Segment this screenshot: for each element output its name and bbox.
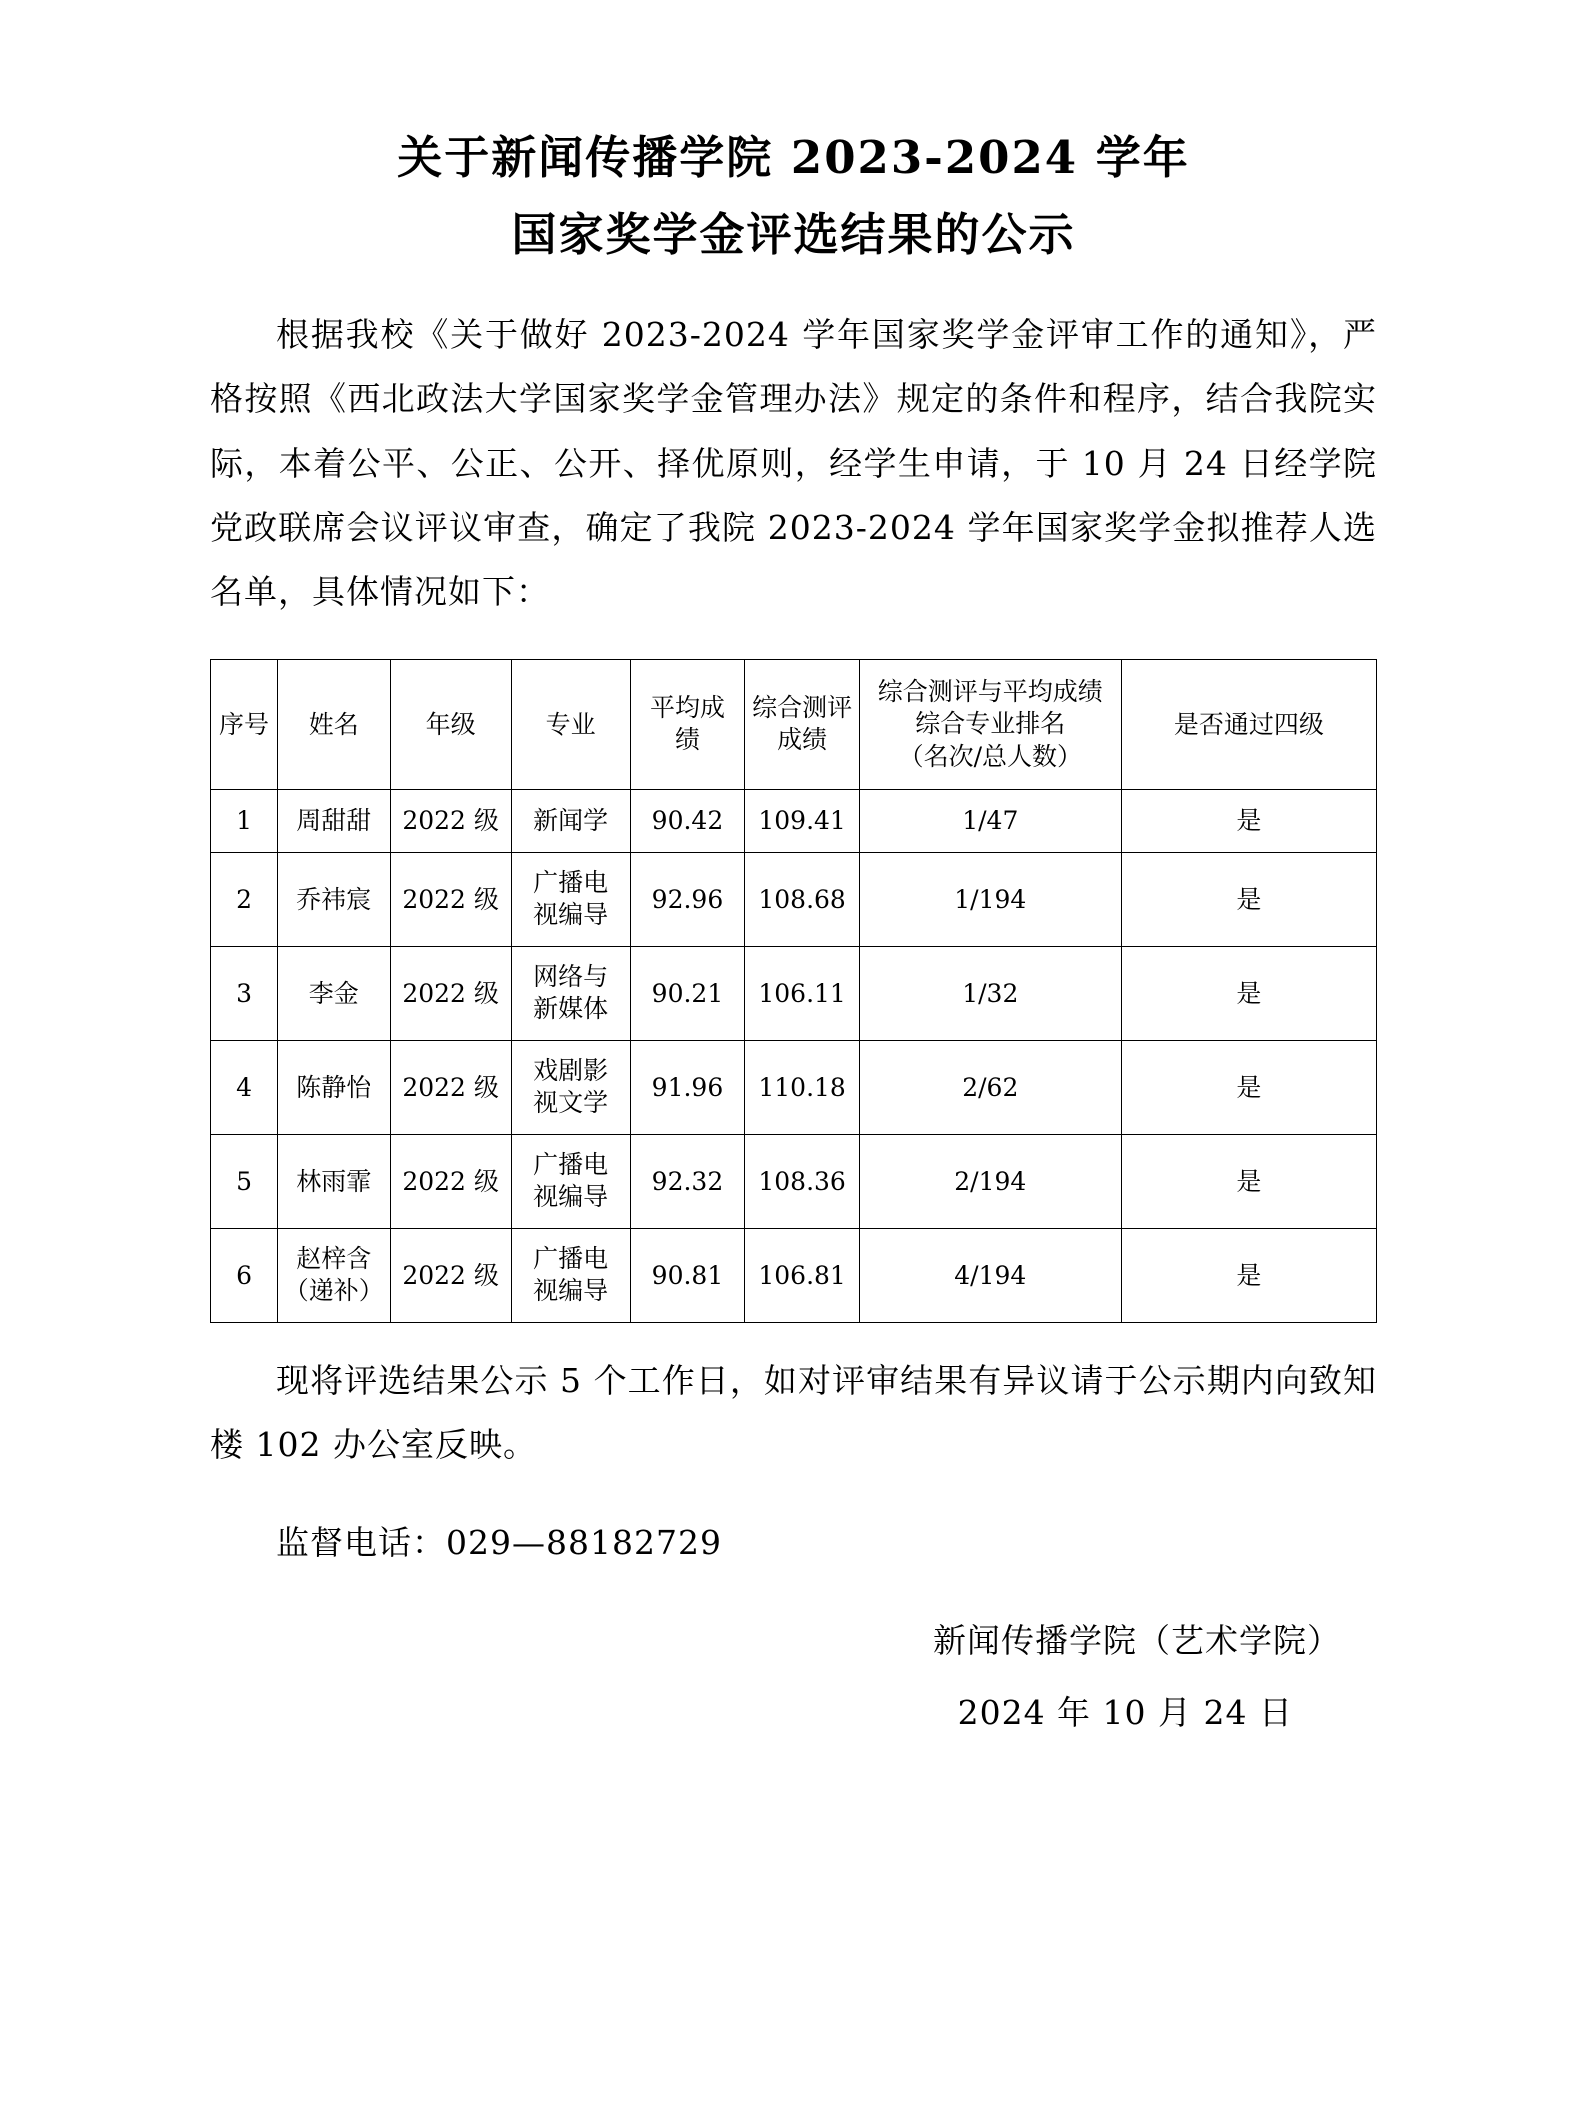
cell-cet: 是 bbox=[1121, 946, 1376, 1040]
signature-date: 2024 年 10 月 24 日 bbox=[957, 1693, 1293, 1733]
cell-major-line-2: 视编导 bbox=[533, 900, 609, 930]
page-title-line-1: 关于新闻传播学院 2023-2024 学年 bbox=[397, 131, 1190, 184]
cell-index: 5 bbox=[211, 1134, 278, 1228]
header-rank-line-2: 综合专业排名 bbox=[915, 709, 1066, 739]
header-comprehensive-line-2: 成绩 bbox=[777, 725, 828, 755]
table-row bbox=[211, 1228, 1377, 1322]
cell-name: 陈静怡 bbox=[278, 1040, 390, 1134]
cell-comprehensive: 108.36 bbox=[745, 1134, 860, 1228]
cell-rank: 2/194 bbox=[859, 1134, 1121, 1228]
cell-cet: 是 bbox=[1121, 790, 1376, 853]
cell-grade: 2022 级 bbox=[390, 946, 511, 1040]
cell-cet: 是 bbox=[1121, 1228, 1376, 1322]
cell-major-line-1: 广播电 bbox=[533, 1149, 609, 1179]
header-comprehensive-line-1: 综合测评 bbox=[752, 692, 853, 722]
cell-major bbox=[511, 1228, 630, 1322]
header-name: 姓名 bbox=[278, 659, 390, 790]
cell-name-line-1: 赵梓含 bbox=[296, 1243, 372, 1273]
results-table bbox=[210, 659, 1377, 1323]
cell-rank: 2/62 bbox=[859, 1040, 1121, 1134]
cell-index: 4 bbox=[211, 1040, 278, 1134]
cell-grade: 2022 级 bbox=[390, 1134, 511, 1228]
cell-major-line-2: 新媒体 bbox=[533, 994, 609, 1024]
cell-major-line-1: 网络与 bbox=[533, 961, 609, 991]
table-row bbox=[211, 852, 1377, 946]
cell-major-line-1: 广播电 bbox=[533, 1243, 609, 1273]
cell-cet: 是 bbox=[1121, 1040, 1376, 1134]
cell-major-line-1: 戏剧影 bbox=[533, 1055, 609, 1085]
header-rank-line-1: 综合测评与平均成绩 bbox=[877, 676, 1103, 706]
cell-grade: 2022 级 bbox=[390, 852, 511, 946]
cell-average: 90.81 bbox=[630, 1228, 745, 1322]
cell-rank: 4/194 bbox=[859, 1228, 1121, 1322]
supervision-phone: 监督电话：029—88182729 bbox=[276, 1522, 722, 1562]
header-comprehensive bbox=[745, 659, 860, 790]
cell-grade: 2022 级 bbox=[390, 790, 511, 853]
cell-major-line-1: 广播电 bbox=[533, 867, 609, 897]
table-row bbox=[211, 1134, 1377, 1228]
cell-rank: 1/32 bbox=[859, 946, 1121, 1040]
cell-cet: 是 bbox=[1121, 1134, 1376, 1228]
cell-average: 90.42 bbox=[630, 790, 745, 853]
cell-grade: 2022 级 bbox=[390, 1228, 511, 1322]
header-grade: 年级 bbox=[390, 659, 511, 790]
cell-name: 李金 bbox=[278, 946, 390, 1040]
cell-cet: 是 bbox=[1121, 852, 1376, 946]
cell-index: 2 bbox=[211, 852, 278, 946]
cell-comprehensive: 108.68 bbox=[745, 852, 860, 946]
cell-comprehensive: 110.18 bbox=[745, 1040, 860, 1134]
cell-average: 91.96 bbox=[630, 1040, 745, 1134]
page-title bbox=[210, 120, 1377, 273]
header-rank-line-3: （名次/总人数） bbox=[898, 741, 1083, 771]
cell-comprehensive: 106.81 bbox=[745, 1228, 860, 1322]
header-major: 专业 bbox=[511, 659, 630, 790]
cell-comprehensive: 109.41 bbox=[745, 790, 860, 853]
cell-major-line-2: 视编导 bbox=[533, 1182, 609, 1212]
cell-name: 乔祎宸 bbox=[278, 852, 390, 946]
page-title-line-2: 国家奖学金评选结果的公示 bbox=[511, 207, 1076, 261]
intro-paragraph: 根据我校《关于做好 2023-2024 学年国家奖学金评审工作的通知》，严格按照《西北政法大学国家奖学金管理办法》规定的条件和程序，结合我院实际，本着公平、公正、公开、择优原则，经学生申请，于 10 月 24 日经学院党政联席会议评议审查，确定了我院 2023-2024 学年国家奖学金拟推荐人选名单，具体情况如下： bbox=[210, 315, 1377, 612]
cell-average: 92.32 bbox=[630, 1134, 745, 1228]
cell-major bbox=[511, 852, 630, 946]
cell-index: 1 bbox=[211, 790, 278, 853]
header-average-line-2: 绩 bbox=[674, 725, 700, 755]
table-row bbox=[211, 946, 1377, 1040]
cell-major-line-2: 视编导 bbox=[533, 1276, 609, 1306]
table-row bbox=[211, 1040, 1377, 1134]
header-average-line-1: 平均成 bbox=[649, 692, 725, 722]
cell-rank: 1/194 bbox=[859, 852, 1121, 946]
cell-major bbox=[511, 1040, 630, 1134]
cell-name: 周甜甜 bbox=[278, 790, 390, 853]
signature-department: 新闻传播学院（艺术学院） bbox=[933, 1621, 1341, 1660]
cell-rank: 1/47 bbox=[859, 790, 1121, 853]
cell-grade: 2022 级 bbox=[390, 1040, 511, 1134]
table-header-row bbox=[211, 659, 1377, 790]
header-cet: 是否通过四级 bbox=[1121, 659, 1376, 790]
cell-index: 6 bbox=[211, 1228, 278, 1322]
cell-average: 90.21 bbox=[630, 946, 745, 1040]
cell-name-line-2: （递补） bbox=[283, 1276, 384, 1306]
cell-name: 林雨霏 bbox=[278, 1134, 390, 1228]
cell-major: 新闻学 bbox=[511, 790, 630, 853]
header-rank bbox=[859, 659, 1121, 790]
cell-index: 3 bbox=[211, 946, 278, 1040]
cell-average: 92.96 bbox=[630, 852, 745, 946]
cell-major bbox=[511, 946, 630, 1040]
cell-major-line-2: 视文学 bbox=[533, 1088, 609, 1118]
table-row bbox=[211, 790, 1377, 853]
cell-name bbox=[278, 1228, 390, 1322]
cell-major bbox=[511, 1134, 630, 1228]
notice-paragraph: 现将评选结果公示 5 个工作日，如对评审结果有异议请于公示期内向致知楼 102 办公室反映。 bbox=[210, 1360, 1377, 1465]
header-index: 序号 bbox=[211, 659, 278, 790]
cell-comprehensive: 106.11 bbox=[745, 946, 860, 1040]
header-average bbox=[630, 659, 745, 790]
